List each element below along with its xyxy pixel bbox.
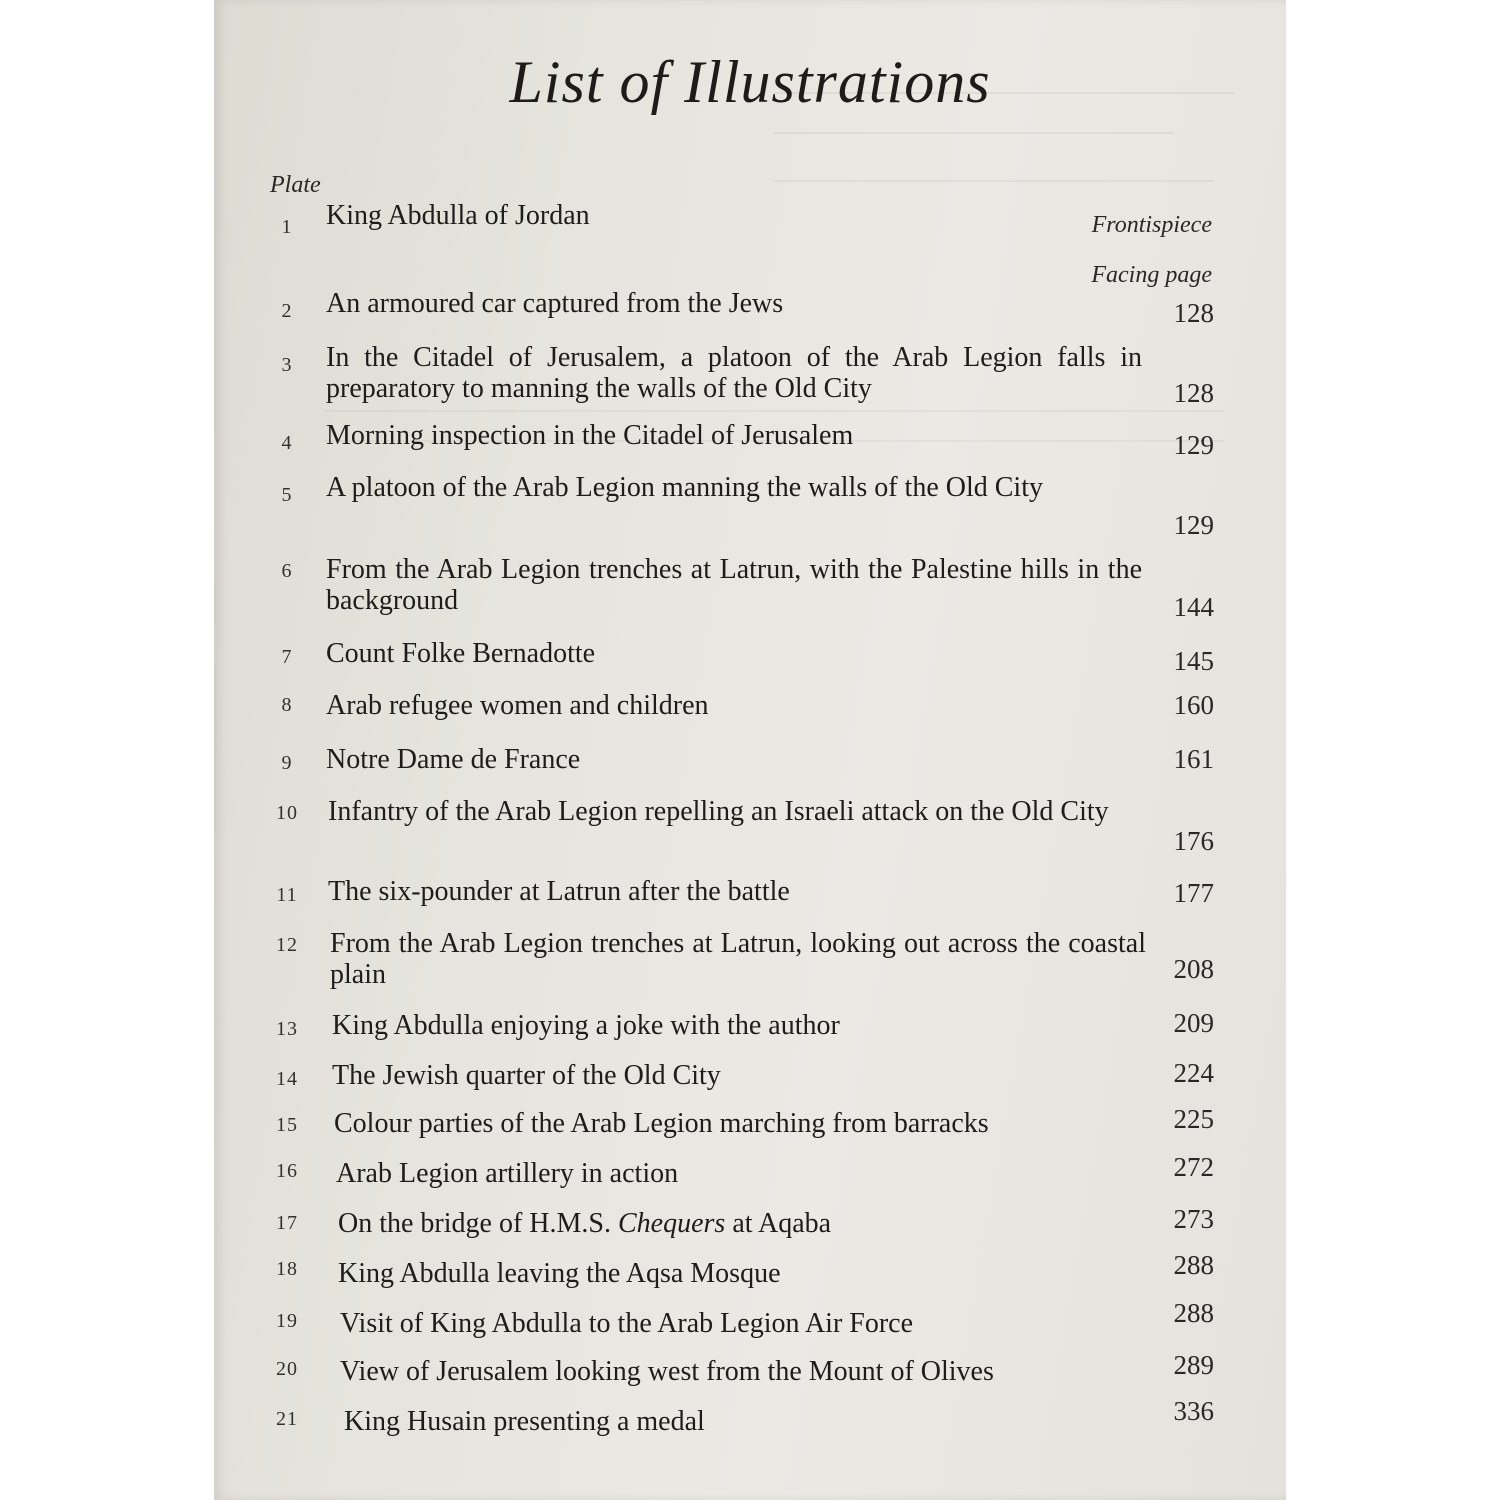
plate-caption: King Husain presenting a medal: [344, 1406, 705, 1437]
plate-number: 20: [276, 1358, 298, 1380]
page-title: List of Illustrations: [509, 49, 991, 115]
plate-caption: The six-pounder at Latrun after the battle: [328, 876, 790, 907]
facing-page-number: 208: [1173, 954, 1214, 984]
plate-caption: King Abdulla enjoying a joke with the author: [332, 1010, 840, 1041]
plate-number: 21: [276, 1408, 298, 1430]
plate-caption: Notre Dame de France: [326, 744, 581, 775]
caption-text: at Aqaba: [725, 1208, 832, 1239]
plate-number: 18: [276, 1258, 298, 1280]
ship-name: Chequers: [617, 1208, 726, 1239]
plate-number: 15: [276, 1114, 298, 1136]
facing-page-number: 160: [1173, 690, 1214, 720]
plate-number: 3: [281, 354, 293, 376]
facing-page-number: 128: [1173, 378, 1214, 408]
facing-page-number: 209: [1173, 1008, 1214, 1038]
plate-number: 9: [281, 752, 293, 774]
facing-page-number: 272: [1173, 1152, 1214, 1182]
facing-page-number: 145: [1173, 646, 1214, 676]
plate-caption: A platoon of the Arab Legion manning the walls of the Old City: [326, 472, 1043, 503]
show-through-line: [774, 180, 1214, 192]
facing-page-number: 176: [1173, 826, 1214, 856]
plate-number: 1: [281, 216, 293, 238]
facing-page-number: 225: [1173, 1104, 1214, 1134]
plate-caption: Infantry of the Arab Legion repelling an Israeli attack on the Old City: [328, 796, 1109, 827]
plate-caption: Morning inspection in the Citadel of Jerusalem: [326, 420, 854, 451]
plate-caption: The Jewish quarter of the Old City: [332, 1060, 721, 1091]
plate-caption: King Abdulla of Jordan: [326, 200, 590, 231]
plate-caption: King Abdulla leaving the Aqsa Mosque: [338, 1258, 781, 1289]
plate-number: 13: [276, 1018, 298, 1040]
caption-text: On the bridge of H.M.S.: [338, 1208, 618, 1239]
show-through-line: [774, 132, 1174, 144]
plate-caption: Count Folke Bernadotte: [326, 638, 596, 669]
plate-caption: View of Jerusalem looking west from the Mount of Olives: [340, 1356, 994, 1387]
plate-caption: Visit of King Abdulla to the Arab Legion Air Force: [340, 1308, 914, 1339]
facing-page-number: 224: [1173, 1058, 1214, 1088]
facing-page-number: 288: [1173, 1298, 1214, 1328]
plate-number: 4: [281, 432, 293, 454]
facing-page-number: 144: [1173, 592, 1214, 622]
plate-caption: Arab refugee women and children: [326, 690, 709, 721]
plate-caption: Arab Legion artillery in action: [336, 1158, 679, 1189]
facing-page-number: 129: [1173, 430, 1214, 460]
plate-caption: [338, 1208, 1154, 1239]
plate-caption: From the Arab Legion trenches at Latrun, looking out across the coastal plain: [330, 928, 1146, 990]
plate-number: 7: [281, 646, 293, 668]
facing-page-column-heading: Facing page: [1091, 262, 1212, 288]
facing-page-number: 288: [1173, 1250, 1214, 1280]
book-page: [214, 0, 1286, 1500]
facing-page-number: 128: [1173, 298, 1214, 328]
plate-number: 10: [276, 802, 298, 824]
plate-number: 19: [276, 1310, 298, 1332]
plate-number: 16: [276, 1160, 298, 1182]
plate-caption: In the Citadel of Jerusalem, a platoon of the Arab Legion falls in preparatory to manning the walls of the Old City: [326, 342, 1142, 404]
facing-page-number: 289: [1173, 1350, 1214, 1380]
plate-number: 2: [281, 300, 293, 322]
plate-column-heading: Plate: [270, 172, 321, 198]
frontispiece-label: Frontispiece: [1091, 212, 1212, 238]
plate-caption: From the Arab Legion trenches at Latrun, with the Palestine hills in the background: [326, 554, 1142, 616]
plate-number: 11: [276, 884, 298, 906]
plate-caption: An armoured car captured from the Jews: [326, 288, 784, 319]
plate-number: 14: [276, 1068, 298, 1090]
plate-number: 6: [281, 560, 293, 582]
facing-page-number: 161: [1173, 744, 1214, 774]
plate-number: 17: [276, 1212, 298, 1234]
facing-page-number: 336: [1173, 1396, 1214, 1426]
facing-page-number: 129: [1173, 510, 1214, 540]
plate-number: 8: [281, 694, 293, 716]
facing-page-number: 273: [1173, 1204, 1214, 1234]
facing-page-number: 177: [1173, 878, 1214, 908]
plate-number: 5: [281, 484, 293, 506]
plate-number: 12: [276, 934, 298, 956]
plate-caption: Colour parties of the Arab Legion marching from barracks: [334, 1108, 989, 1139]
